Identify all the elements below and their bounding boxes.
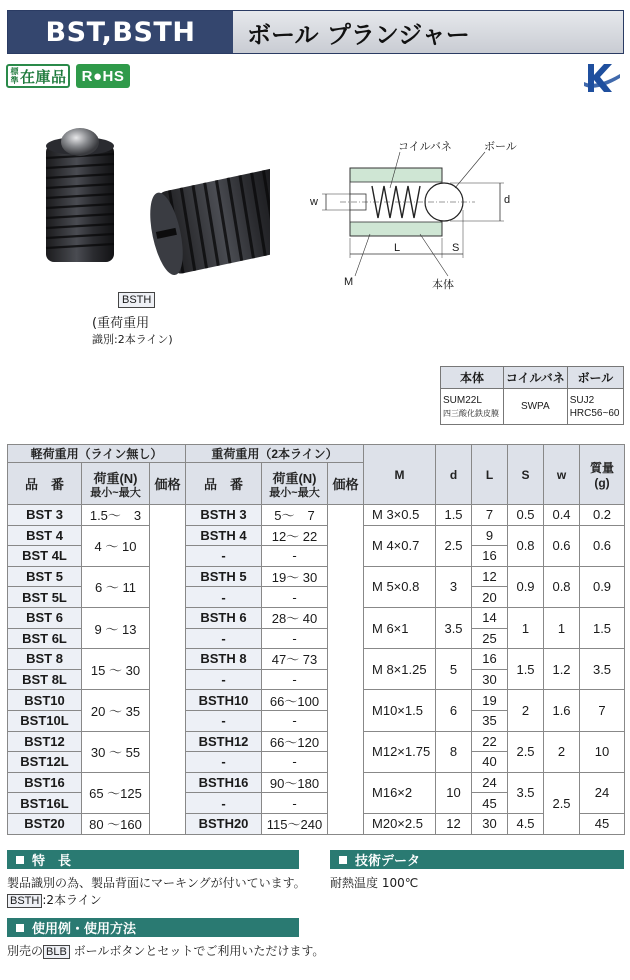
load-range: -	[262, 546, 328, 567]
load-range: 6 ～ 11	[82, 566, 150, 607]
square-bullet-icon	[339, 856, 347, 864]
part-number: BSTH 8	[186, 649, 262, 670]
L-value: 45	[472, 793, 508, 814]
part-number: -	[186, 669, 262, 690]
part-number: BST 5L	[8, 587, 82, 608]
part-number: BST20	[8, 813, 82, 834]
part-number: BST12	[8, 731, 82, 752]
L-value: 25	[472, 628, 508, 649]
load-range: 15 ～ 30	[82, 649, 150, 690]
col-mass: 質量 (g)	[580, 445, 625, 505]
w-label: w	[310, 196, 318, 208]
body-label: 本体	[432, 279, 454, 291]
w-value: 2	[544, 731, 580, 772]
col-S: S	[508, 445, 544, 505]
load-range: 47～ 73	[262, 649, 328, 670]
S-value: 1	[508, 607, 544, 648]
col-M: M	[364, 445, 436, 505]
col-part-light: 品 番	[8, 463, 82, 505]
product-photo	[30, 120, 270, 295]
load-range: 19～ 30	[262, 566, 328, 587]
L-value: 24	[472, 772, 508, 793]
part-number: -	[186, 793, 262, 814]
load-range: 28～ 40	[262, 607, 328, 628]
part-number: -	[186, 752, 262, 773]
load-range: -	[262, 669, 328, 690]
light-load-group: 軽荷重用（ライン無し）	[8, 445, 186, 463]
material-ball: SUJ2 HRC56~60	[567, 389, 623, 425]
w-value: 1	[544, 607, 580, 648]
col-load-light: 荷重(N) 最小~最大	[82, 463, 150, 505]
thread-size: M20×2.5	[364, 813, 436, 834]
L-value: 12	[472, 566, 508, 587]
thread-size: M 4×0.7	[364, 525, 436, 566]
spec-table	[7, 444, 625, 835]
L-value: 35	[472, 710, 508, 731]
rohs-badge: R●HS	[76, 64, 130, 88]
load-range: 66～100	[262, 690, 328, 711]
part-number: BST 6L	[8, 628, 82, 649]
load-range: 80 ～160	[82, 813, 150, 834]
features-text-1: 製品識別の為、製品背面にマーキングが付いています。	[7, 876, 306, 890]
load-range: 30 ～ 55	[82, 731, 150, 772]
square-bullet-icon	[16, 856, 24, 864]
usage-heading: 使用例・使用方法	[7, 918, 299, 937]
mass-value: 0.6	[580, 525, 625, 566]
table-row	[8, 525, 625, 546]
part-number: BSTH 5	[186, 566, 262, 587]
d-value: 3	[436, 566, 472, 607]
col-L: L	[472, 445, 508, 505]
w-value: 1.2	[544, 649, 580, 690]
part-number: BSTH 3	[186, 505, 262, 526]
part-number: BST 5	[8, 566, 82, 587]
part-number: BST16	[8, 772, 82, 793]
load-range: 65 ～125	[82, 772, 150, 813]
material-header-body: 本体	[441, 367, 504, 389]
table-row	[8, 649, 625, 670]
L-value: 22	[472, 731, 508, 752]
standard-stock-badge	[6, 64, 70, 88]
L-value: 40	[472, 752, 508, 773]
load-range: -	[262, 628, 328, 649]
d-value: 1.5	[436, 505, 472, 526]
part-number: BSTH 4	[186, 525, 262, 546]
lying-plunger	[144, 166, 270, 278]
part-number: BST 4L	[8, 546, 82, 567]
mass-value: 1.5	[580, 607, 625, 648]
table-row	[8, 813, 625, 834]
L-value: 7	[472, 505, 508, 526]
table-row	[8, 607, 625, 628]
S-value: 3.5	[508, 772, 544, 813]
part-number: BST16L	[8, 793, 82, 814]
product-code-title: BST,BSTH	[8, 11, 233, 53]
table-row	[8, 772, 625, 793]
w-value: 0.6	[544, 525, 580, 566]
table-row	[8, 690, 625, 711]
blb-inline-tag: BLB	[43, 945, 70, 959]
thread-size: M12×1.75	[364, 731, 436, 772]
part-number: BSTH12	[186, 731, 262, 752]
kipp-logo-icon	[582, 62, 622, 94]
thread-size: M 5×0.8	[364, 566, 436, 607]
col-load-heavy: 荷重(N) 最小~最大	[262, 463, 328, 505]
load-range: 115～240	[262, 813, 328, 834]
col-part-heavy: 品 番	[186, 463, 262, 505]
material-table	[440, 366, 624, 425]
S-value: 4.5	[508, 813, 544, 834]
mass-value: 7	[580, 690, 625, 731]
L-value: 19	[472, 690, 508, 711]
thread-size: M 3×0.5	[364, 505, 436, 526]
S-value: 2	[508, 690, 544, 731]
d-value: 3.5	[436, 607, 472, 648]
col-price-light: 価格	[150, 463, 186, 505]
thread-size: M16×2	[364, 772, 436, 813]
w-value: 0.4	[544, 505, 580, 526]
usage-text: 別売の BLB ボールボタンとセットでご利用いただけます。	[7, 944, 325, 958]
part-number: -	[186, 710, 262, 731]
part-number: BST10L	[8, 710, 82, 731]
material-spring: SWPA	[503, 389, 567, 425]
part-number: BST 4	[8, 525, 82, 546]
tech-data-heading: 技術データ	[330, 850, 624, 869]
d-value: 5	[436, 649, 472, 690]
load-range: 20 ～ 35	[82, 690, 150, 731]
d-value: 8	[436, 731, 472, 772]
standard-label: 標準	[10, 67, 19, 85]
part-number: BST 8L	[8, 669, 82, 690]
part-number: BSTH16	[186, 772, 262, 793]
stock-label: 在庫品	[20, 67, 67, 86]
material-header-ball: ボール	[567, 367, 623, 389]
S-value: 2.5	[508, 731, 544, 772]
part-number: BST12L	[8, 752, 82, 773]
L-value: 20	[472, 587, 508, 608]
features-heading: 特 長	[7, 850, 299, 869]
part-number: -	[186, 587, 262, 608]
price-cell	[328, 505, 364, 835]
L-value: 16	[472, 546, 508, 567]
load-range: 12～ 22	[262, 525, 328, 546]
L-label: L	[394, 242, 401, 254]
d-value: 2.5	[436, 525, 472, 566]
load-range: 1.5～ 3	[82, 505, 150, 526]
load-range: 90～180	[262, 772, 328, 793]
title-bar	[7, 10, 624, 54]
load-range: -	[262, 587, 328, 608]
part-number: BST 8	[8, 649, 82, 670]
table-row	[8, 566, 625, 587]
tech-data-text: 耐熱温度 100℃	[330, 876, 419, 890]
heavy-load-note: (重荷重用	[92, 316, 150, 331]
L-value: 16	[472, 649, 508, 670]
load-range: 66～120	[262, 731, 328, 752]
S-value: 0.8	[508, 525, 544, 566]
L-value: 30	[472, 813, 508, 834]
load-range: -	[262, 752, 328, 773]
part-number: -	[186, 628, 262, 649]
material-header-spring: コイルバネ	[503, 367, 567, 389]
part-number: BST 6	[8, 607, 82, 628]
M-label: M	[344, 276, 354, 288]
load-range: -	[262, 710, 328, 731]
identification-note: 識別:2本ライン)	[92, 333, 173, 346]
coil-spring-label: コイルバネ	[398, 141, 452, 153]
features-text-2: BSTH :2本ライン	[7, 891, 102, 908]
table-row	[8, 505, 625, 526]
w-value: 2.5	[544, 772, 580, 834]
part-number: BSTH20	[186, 813, 262, 834]
mass-value: 24	[580, 772, 625, 813]
part-number: BST10	[8, 690, 82, 711]
part-number: BSTH10	[186, 690, 262, 711]
S-value: 0.5	[508, 505, 544, 526]
mass-value: 3.5	[580, 649, 625, 690]
L-value: 30	[472, 669, 508, 690]
w-value: 1.6	[544, 690, 580, 731]
d-label: d	[504, 194, 511, 206]
col-w: w	[544, 445, 580, 505]
load-range: 4 ～ 10	[82, 525, 150, 566]
thread-size: M10×1.5	[364, 690, 436, 731]
price-cell	[150, 505, 186, 835]
d-value: 10	[436, 772, 472, 813]
bsth-tag: BSTH	[118, 292, 155, 308]
ball-label: ボール	[484, 141, 517, 153]
part-number: BSTH 6	[186, 607, 262, 628]
part-number: BST 3	[8, 505, 82, 526]
upright-plunger	[46, 128, 114, 262]
square-bullet-icon	[16, 924, 24, 932]
col-d: d	[436, 445, 472, 505]
table-row	[8, 731, 625, 752]
part-number: -	[186, 546, 262, 567]
S-value: 0.9	[508, 566, 544, 607]
d-value: 12	[436, 813, 472, 834]
product-name-title: ボール プランジャー	[233, 11, 623, 53]
load-range: 9 ～ 13	[82, 607, 150, 648]
thread-size: M 6×1	[364, 607, 436, 648]
bsth-inline-tag: BSTH	[7, 894, 42, 908]
L-value: 14	[472, 607, 508, 628]
S-value: 1.5	[508, 649, 544, 690]
mass-value: 45	[580, 813, 625, 834]
load-range: 5～ 7	[262, 505, 328, 526]
thread-size: M 8×1.25	[364, 649, 436, 690]
heavy-load-group: 重荷重用（2本ライン）	[186, 445, 364, 463]
col-price-heavy: 価格	[328, 463, 364, 505]
mass-value: 0.2	[580, 505, 625, 526]
cross-section-diagram	[300, 130, 530, 295]
d-value: 6	[436, 690, 472, 731]
mass-value: 0.9	[580, 566, 625, 607]
load-range: -	[262, 793, 328, 814]
material-body: SUM22L 四三酸化鉄皮膜	[441, 389, 504, 425]
w-value: 0.8	[544, 566, 580, 607]
S-label: S	[452, 242, 460, 254]
L-value: 9	[472, 525, 508, 546]
mass-value: 10	[580, 731, 625, 772]
